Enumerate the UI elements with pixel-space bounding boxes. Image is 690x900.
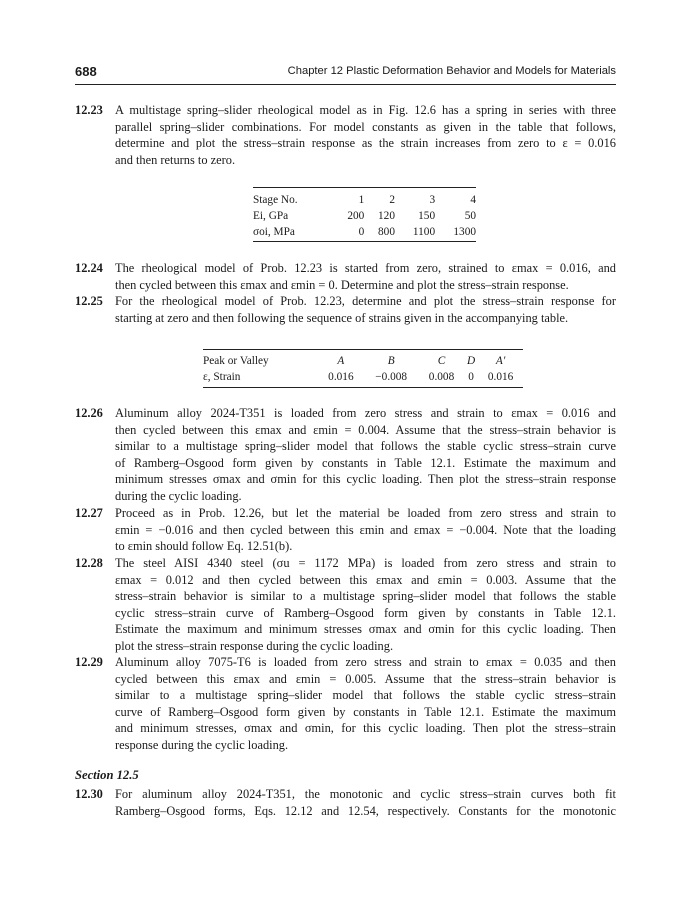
- problem-line: curve of Ramberg–Osgood form given by constants in Table 12.1. Estimate the maximum: [115, 704, 616, 719]
- problem-line: stress–strain behavior is similar to a multistage spring–slider model that follows the stable: [115, 589, 616, 604]
- table-cell: Ei, GPa: [253, 210, 289, 222]
- running-header: [75, 64, 616, 85]
- table-row: [203, 369, 523, 385]
- problem-line: Proceed as in Prob. 12.26, but let the material be loaded from zero stress and strain to: [115, 506, 616, 520]
- problem-number: 12.23: [75, 103, 103, 117]
- table-cell: 1: [358, 194, 365, 206]
- problem-12-23: [75, 102, 616, 168]
- problem-number: 12.27: [75, 506, 103, 520]
- problem-text: [115, 555, 616, 655]
- table-cell: B: [387, 355, 395, 367]
- problem-text: [115, 505, 616, 555]
- table-cell: D: [466, 355, 476, 367]
- problem-line: cyclic stress–strain curve of Ramberg–Osgood form given by constants in Table 12.1.: [115, 605, 616, 620]
- problem-line: Aluminum alloy 7075-T6 is loaded from zero stress and strain to εmax = 0.035 and then: [115, 655, 616, 669]
- table-row: [203, 353, 523, 369]
- problem-text: [115, 260, 616, 293]
- table-row: [253, 192, 476, 208]
- problem-line: plot the stress–strain response during the cyclic loading.: [115, 638, 394, 653]
- problem-text: [115, 405, 616, 505]
- table-cell: 0.016: [328, 371, 354, 383]
- table-cell: 2: [389, 194, 395, 206]
- problem-line: parallel spring–slider combinations. For model constants as given in the table that follows,: [115, 119, 616, 134]
- problem-line: starting at zero and then following the sequence of strains given in the accompanying table.: [115, 310, 569, 325]
- table-cell: −0.008: [375, 371, 408, 383]
- section-heading: Section 12.5: [75, 768, 139, 782]
- problem-line: cycled between this εmax and εmin = 0.005. Assume that the stress–strain behavior is: [115, 671, 616, 686]
- problem-line: response during the cyclic loading.: [115, 737, 289, 752]
- problem-line: For aluminum alloy 2024-T351, the monotonic and cyclic stress–strain curves both fit: [115, 787, 616, 801]
- problem-number: 12.29: [75, 655, 103, 669]
- table-top-rule: [253, 187, 476, 188]
- table-row: [253, 208, 476, 224]
- problem-text: [115, 293, 616, 326]
- table-cell: Peak or Valley: [203, 355, 269, 367]
- problem-12-24: [75, 260, 616, 293]
- table-cell: 150: [418, 210, 436, 222]
- problem-text: [115, 102, 616, 168]
- table-cell: 1300: [453, 226, 476, 238]
- problem-line: determine and plot the stress–strain response as the strain increases from zero to ε = 0.016: [115, 136, 616, 151]
- table-cell: 50: [464, 210, 476, 222]
- table-cell: 0: [468, 371, 474, 383]
- table-bottom-rule: [253, 241, 476, 242]
- problem-line: For the rheological model of Prob. 12.23, determine and plot the stress–strain response for: [115, 294, 616, 308]
- problem-line: Aluminum alloy 2024-T351 is loaded from zero stress and strain to εmax = 0.016 and: [115, 406, 616, 420]
- problem-line: The rheological model of Prob. 12.23 is started from zero, strained to εmax = 0.016, and: [115, 261, 616, 275]
- problem-12-30: [75, 786, 616, 819]
- table-cell: Stage No.: [253, 194, 298, 206]
- model-constants-table: [253, 192, 476, 240]
- table-cell: 4: [470, 194, 476, 206]
- problem-line: εmin = −0.016 and then cycled between this εmin and εmax = −0.004. Note that the loading: [115, 522, 616, 537]
- strain-sequence-table: [203, 353, 523, 385]
- problem-line: during the cyclic loading.: [115, 488, 242, 503]
- table-cell: A′: [495, 355, 506, 367]
- problem-line: then cycled between this εmax and εmin = 0. Determine and plot the stress–strain response.: [115, 277, 569, 292]
- problem-line: of Ramberg–Osgood form given by constants in Table 12.1. Estimate the maximum and: [115, 455, 616, 470]
- problem-line: to εmin should follow Eq. 12.51(b).: [115, 539, 293, 554]
- table-top-rule: [203, 349, 523, 350]
- chapter-title: Chapter 12 Plastic Deformation Behavior and Models for Materials: [287, 65, 616, 77]
- problem-12-28: [75, 555, 616, 655]
- table-cell: C: [437, 355, 446, 367]
- table-cell: ε, Strain: [203, 371, 241, 383]
- table-cell: A: [337, 355, 345, 367]
- table-cell: 0.008: [428, 371, 455, 383]
- problem-line: similar to a multistage spring–slider model that follows the stable cyclic stress–strain curve: [115, 439, 616, 454]
- table-cell: 800: [378, 226, 395, 238]
- table-cell: σoi, MPa: [253, 226, 295, 238]
- problem-number: 12.25: [75, 294, 103, 308]
- table-cell: 200: [347, 210, 365, 222]
- problem-line: A multistage spring–slider rheological model as in Fig. 12.6 has a spring in series with three: [115, 103, 616, 117]
- table-cell: 0: [358, 226, 365, 238]
- problem-line: The steel AISI 4340 steel (σu = 1172 MPa) is loaded from zero stress and strain to: [115, 556, 616, 570]
- problem-12-29: [75, 654, 616, 754]
- table-bottom-rule: [203, 387, 523, 388]
- problem-number: 12.30: [75, 787, 103, 801]
- table-cell: 120: [378, 210, 395, 222]
- problem-12-25: [75, 293, 616, 326]
- problem-line: then cycled between this εmax and εmin = 0.004. Assume that the stress–strain behavior is: [115, 422, 616, 437]
- table-row: [253, 224, 476, 240]
- problem-line: εmax = 0.012 and then cycled between this εmax and εmin = 0.003. Assume that the: [115, 572, 616, 587]
- problem-12-26: [75, 405, 616, 505]
- problem-line: Estimate the maximum and minimum stresses σmax and σmin for this cyclic loading. Then: [115, 622, 616, 637]
- problem-12-27: [75, 505, 616, 555]
- problem-line: and then returns to zero.: [115, 152, 236, 167]
- problem-line: and minimum stresses, σmax and σmin, for this cyclic loading. Then plot the stress–strain: [115, 721, 616, 736]
- problem-number: 12.26: [75, 406, 103, 420]
- table-cell: 0.016: [487, 371, 514, 383]
- problem-number: 12.24: [75, 261, 103, 275]
- problem-text: [115, 654, 616, 754]
- table-cell: 3: [429, 194, 436, 206]
- table-cell: 1100: [412, 226, 436, 238]
- problem-line: similar to a multistage spring–slider model that follows the stable cyclic stress–strain: [115, 688, 616, 703]
- problem-text: [115, 786, 616, 819]
- problem-line: Ramberg–Osgood forms, Eqs. 12.12 and 12.54, respectively. Constants for the monotonic: [115, 803, 616, 818]
- page-number: 688: [75, 64, 97, 79]
- problem-line: minimum stresses σmax and σmin for this cyclic loading. Then plot the stress–strain response: [115, 472, 616, 487]
- problem-number: 12.28: [75, 556, 103, 570]
